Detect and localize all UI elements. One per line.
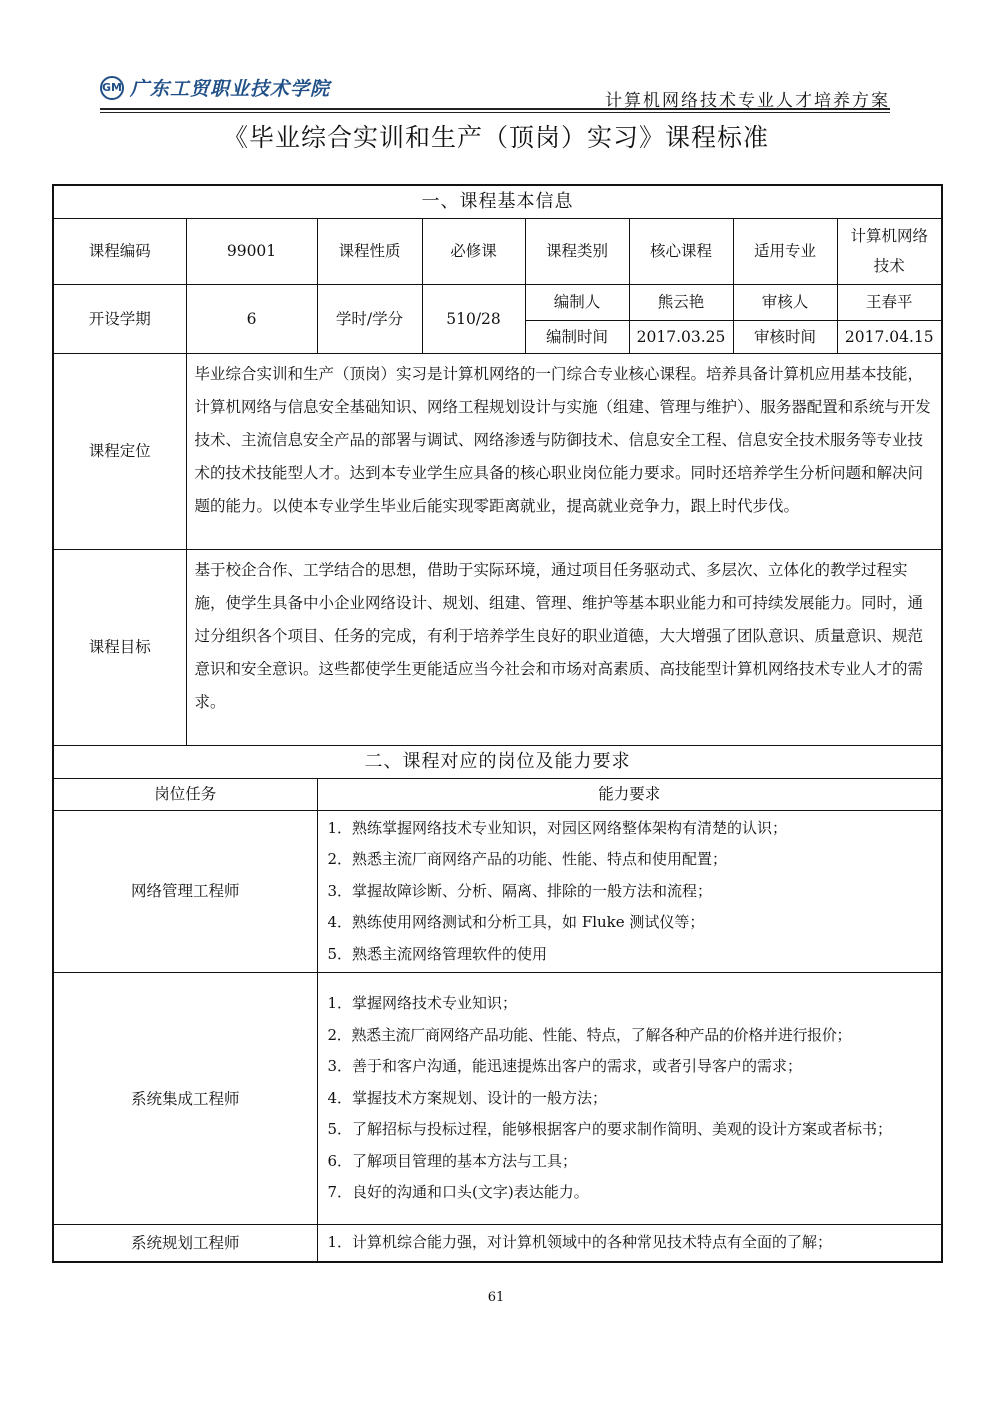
course-goal-text: 基于校企合作、工学结合的思想，借助于实际环境，通过项目任务驱动式、多层次、立体化的教学过程实施，使学生具备中小企业网络设计、规划、组建、管理、维护等基本职业能力和可持续发展能力。同时，通过分组织各个项目、任务的完成，有利于培养学生良好的职业道德，大大增强了团队意识、质量意识、规范意识和安全意识。这些都使学生更能适应当今社会和市场对高素质、高技能型计算机网络技术专业人才的需求。: [186, 549, 942, 745]
label-editor: 编制人: [525, 284, 629, 320]
ability-item: 4．掌握技术方案规划、设计的一般方法；: [327, 1088, 608, 1107]
value-applicable-major: 计算机网络技术: [837, 218, 942, 284]
value-reviewer: 王春平: [837, 284, 942, 320]
job-name: 网络管理工程师: [53, 810, 317, 973]
ability-item: 1．计算机综合能力强，对计算机领域中的各种常见技术特点有全面的了解；: [327, 1233, 833, 1251]
ability-item: 1．熟练掌握网络技术专业知识，对园区网络整体架构有清楚的认识；: [327, 818, 788, 837]
label-course-positioning: 课程定位: [53, 353, 186, 549]
section-heading-basic-info: 一、课程基本信息: [53, 185, 942, 218]
label-reviewer: 审核人: [733, 284, 837, 320]
ability-item: 5．了解招标与投标过程，能够根据客户的要求制作简明、美观的设计方案或者标书；: [327, 1120, 893, 1139]
ability-item: 3．善于和客户沟通，能迅速提炼出客户的需求，或者引导客户的需求；: [327, 1057, 803, 1076]
value-term: 6: [186, 284, 317, 353]
ability-item: 7．良好的沟通和口头(文字)表达能力。: [327, 1183, 589, 1202]
value-course-category: 核心课程: [629, 218, 733, 284]
column-header-ability: 能力要求: [317, 778, 942, 810]
school-name: 广东工贸职业技术学院: [130, 78, 331, 100]
page-header: [100, 72, 890, 112]
ability-item: 1．掌握网络技术专业知识；: [327, 994, 518, 1013]
section-heading-jobs: 二、课程对应的岗位及能力要求: [53, 745, 942, 778]
column-header-job-task: 岗位任务: [53, 778, 317, 810]
school-seal-icon: GM: [100, 76, 124, 100]
ability-item: 2．熟悉主流厂商网络产品功能、性能、特点，了解各种产品的价格并进行报价；: [327, 1025, 852, 1044]
header-divider-thin: [100, 112, 890, 113]
ability-item: 5．熟悉主流网络管理软件的使用: [327, 944, 548, 963]
ability-item: 4．熟练使用网络测试和分析工具，如 Fluke 测试仪等；: [327, 913, 705, 931]
ability-list: [317, 973, 942, 1225]
label-edit-time: 编制时间: [525, 320, 629, 353]
value-course-nature: 必修课: [422, 218, 525, 284]
value-course-code: 99001: [186, 218, 317, 284]
job-name: 系统规划工程师: [53, 1225, 317, 1262]
value-review-time: 2017.04.15: [837, 320, 942, 353]
value-editor: 熊云艳: [629, 284, 733, 320]
ability-list: [317, 1225, 942, 1262]
school-logo: [100, 74, 330, 101]
label-course-code: 课程编码: [53, 218, 186, 284]
course-positioning-text: 毕业综合实训和生产（顶岗）实习是计算机网络的一门综合专业核心课程。培养具备计算机应用基本技能，计算机网络与信息安全基础知识、网络工程规划设计与实施（组建、管理与维护）、服务器配置和系统与开发技术、主流信息安全产品的部署与调试、网络渗透与防御技术、信息安全工程、信息安全技术服务等专业技术的技术技能型人才。达到本专业学生应具备的核心职业岗位能力要求。同时还培养学生分析问题和解决问题的能力。以使本专业学生毕业后能实现零距离就业，提高就业竞争力，跟上时代步伐。: [186, 353, 942, 549]
label-course-nature: 课程性质: [317, 218, 422, 284]
value-hours-credits: 510/28: [422, 284, 525, 353]
label-course-category: 课程类别: [525, 218, 629, 284]
label-term: 开设学期: [53, 284, 186, 353]
label-course-goal: 课程目标: [53, 549, 186, 745]
job-name: 系统集成工程师: [53, 973, 317, 1225]
document-title: 计算机网络技术专业人才培养方案: [605, 91, 890, 111]
value-edit-time: 2017.03.25: [629, 320, 733, 353]
label-review-time: 审核时间: [733, 320, 837, 353]
ability-item: 3．掌握故障诊断、分析、隔离、排除的一般方法和流程；: [327, 881, 713, 900]
label-applicable-major: 适用专业: [733, 218, 837, 284]
page-number: 61: [487, 1290, 505, 1305]
page-title: 《毕业综合实训和生产（顶岗）实习》课程标准: [222, 123, 769, 152]
ability-item: 2．熟悉主流厂商网络产品的功能、性能、特点和使用配置；: [327, 850, 728, 868]
ability-list: [317, 810, 942, 973]
label-hours-credits: 学时/学分: [317, 284, 422, 353]
course-standard-table: [52, 184, 943, 1263]
ability-item: 6．了解项目管理的基本方法与工具；: [327, 1151, 578, 1170]
header-divider: [100, 108, 890, 110]
